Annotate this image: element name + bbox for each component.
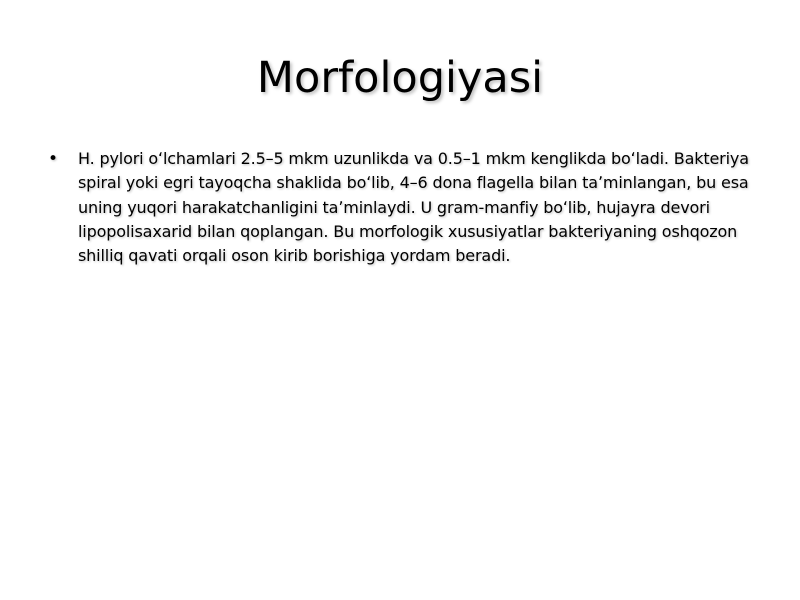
bullet-item <box>40 147 760 268</box>
slide-title: Morfologiyasi <box>256 53 544 103</box>
bullet-dot-icon: • <box>48 149 59 169</box>
slide-body <box>40 147 760 268</box>
bullet-text: H. pylori oʻlchamlari 2.5–5 mkm uzunlikda va 0.5–1 mkm kenglikda boʻladi. Bakteriya spiral yoki egri tayoqcha shaklida boʻlib, 4–6 dona flagella bilan taʼminlangan, bu esa uning yuqori harakatchanligini taʼminlaydi. U gram-manfiy boʻlib, hujayra devori lipopolisaxarid bilan qoplangan. Bu morfologik xususiyatlar bakteriyaning oshqozon shilliq qavati orqali oson kirib borishiga yordam beradi. <box>78 149 749 266</box>
